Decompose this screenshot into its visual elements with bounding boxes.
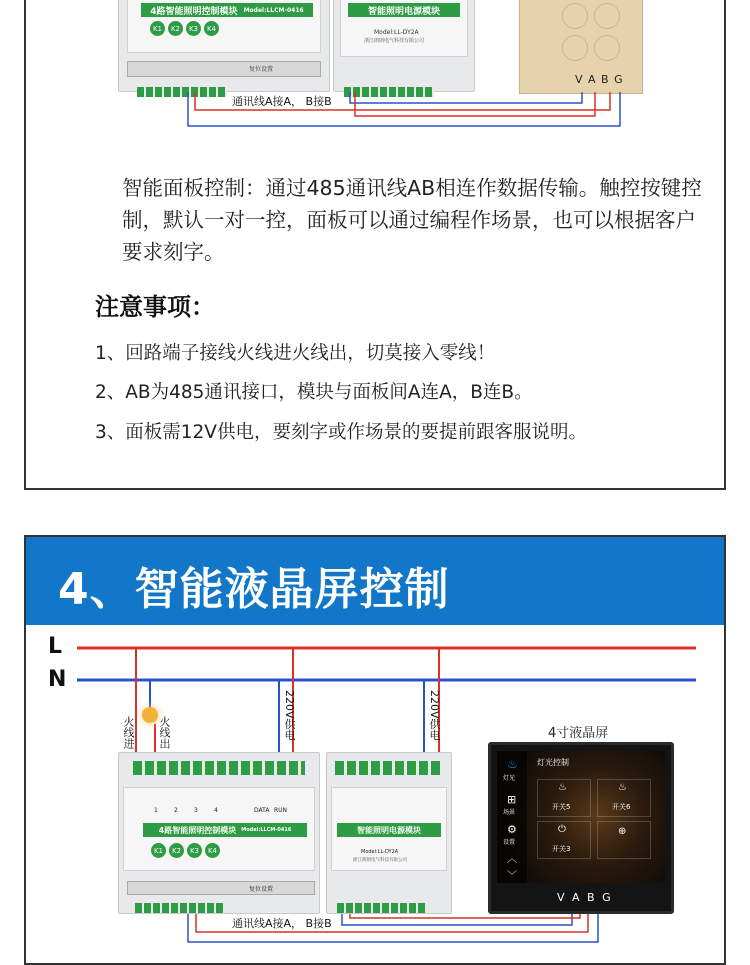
light-icon: ♨: [558, 782, 567, 793]
k1-indicator: K1: [151, 843, 166, 858]
power-label-1: 220V供电: [283, 690, 296, 741]
wire-note: 通讯线A接A， B接B: [232, 95, 332, 108]
power-module: [326, 752, 452, 914]
tile-switch3[interactable]: [537, 821, 591, 859]
k4-indicator: K4: [204, 21, 219, 36]
reset-button-label: 复位设置: [249, 66, 274, 73]
power-label-2: 220V供电: [428, 690, 441, 741]
panel-terminal-label: V A B G: [575, 73, 624, 86]
tile-label: 开关3: [552, 845, 571, 853]
reset-button-label: 复位设置: [249, 886, 274, 893]
light-icon: ♨: [618, 782, 627, 793]
lcd-screen: [488, 742, 674, 914]
terminal-block: [335, 761, 443, 775]
channel-number: 1: [154, 807, 158, 814]
tile-label: 开关5: [552, 803, 571, 811]
terminal-block: [133, 761, 305, 775]
k2-indicator: K2: [169, 843, 184, 858]
chevron-down-icon[interactable]: ﹀: [507, 871, 517, 882]
wire-note-bottom: 通讯线A接A， B接B: [232, 917, 332, 930]
scene-icon[interactable]: ⊞: [507, 793, 517, 806]
power-module-company: 浙江朗朗电气科技有限公司: [353, 858, 407, 863]
lcd-header: 灯光控制: [537, 758, 569, 767]
power-icon: ⏻: [558, 824, 566, 835]
k3-indicator: K3: [187, 843, 202, 858]
module-model: Model:LLCM-0416: [243, 6, 304, 14]
lcd-title: 4寸液晶屏: [548, 726, 609, 741]
data-indicator: DATA: [254, 807, 270, 814]
power-module-model: Model:LL-DY2A: [374, 29, 419, 36]
nav-light[interactable]: 灯光: [503, 775, 516, 782]
k1-indicator: K1: [150, 21, 165, 36]
power-module-title: 智能照明电源模块: [348, 3, 460, 17]
run-indicator: RUN: [274, 807, 288, 814]
section4-title: 4、智能液晶屏控制: [58, 564, 450, 615]
channel-number: 3: [194, 807, 198, 814]
lighting-module: [118, 752, 320, 914]
channel-number: 4: [214, 807, 218, 814]
line-l-label: L: [48, 634, 63, 659]
fire-in-label: 火线进: [122, 716, 135, 749]
module-title: 4路智能照明控制模块: [158, 825, 237, 835]
fire-out-label: 火线出: [158, 716, 171, 749]
notes-title: 注意事项：: [95, 293, 215, 321]
nav-scene[interactable]: 场景: [503, 809, 516, 816]
module-title: 4路智能照明控制模块: [150, 6, 238, 17]
k2-indicator: K2: [168, 21, 183, 36]
module-model: Model:LLCM-0416: [241, 827, 292, 833]
note-item: 3、面板需12V供电，要刻字或作场景的要提前跟客服说明。: [95, 422, 587, 443]
k4-indicator: K4: [205, 843, 220, 858]
tile-label: 开关6: [612, 803, 631, 811]
terminal-block: [337, 903, 427, 913]
power-module-title: 智能照明电源模块: [337, 823, 441, 837]
chevron-up-icon[interactable]: ︿: [507, 854, 517, 865]
terminal-block: [135, 903, 225, 913]
light-icon[interactable]: ♨: [507, 757, 518, 771]
tile-switch6[interactable]: [597, 779, 651, 817]
nav-settings[interactable]: 设置: [503, 839, 516, 846]
power-module-company: 浙江朗朗电气科技有限公司: [364, 38, 425, 44]
lcd-terminal-label: V A B G: [557, 891, 613, 904]
note-item: 2、AB为485通讯接口，模块与面板间A连A，B连B。: [95, 382, 533, 403]
tile-switch5[interactable]: [537, 779, 591, 817]
note-item: 1、回路端子接线火线进火线出，切莫接入零线！: [95, 343, 496, 364]
channel-number: 2: [174, 807, 178, 814]
description-text: 智能面板控制：通过485通讯线AB相连作数据传输。触控按键控制，默认一对一控，面板可以通过编程作场景，也可以根据客户要求刻字。: [122, 176, 702, 264]
add-icon: ⊕: [618, 826, 627, 837]
settings-icon[interactable]: ⚙: [507, 823, 517, 836]
k3-indicator: K3: [186, 21, 201, 36]
add-tile[interactable]: [597, 821, 651, 859]
power-module-model: Model:LL-DY2A: [361, 849, 399, 855]
line-n-label: N: [48, 667, 67, 692]
